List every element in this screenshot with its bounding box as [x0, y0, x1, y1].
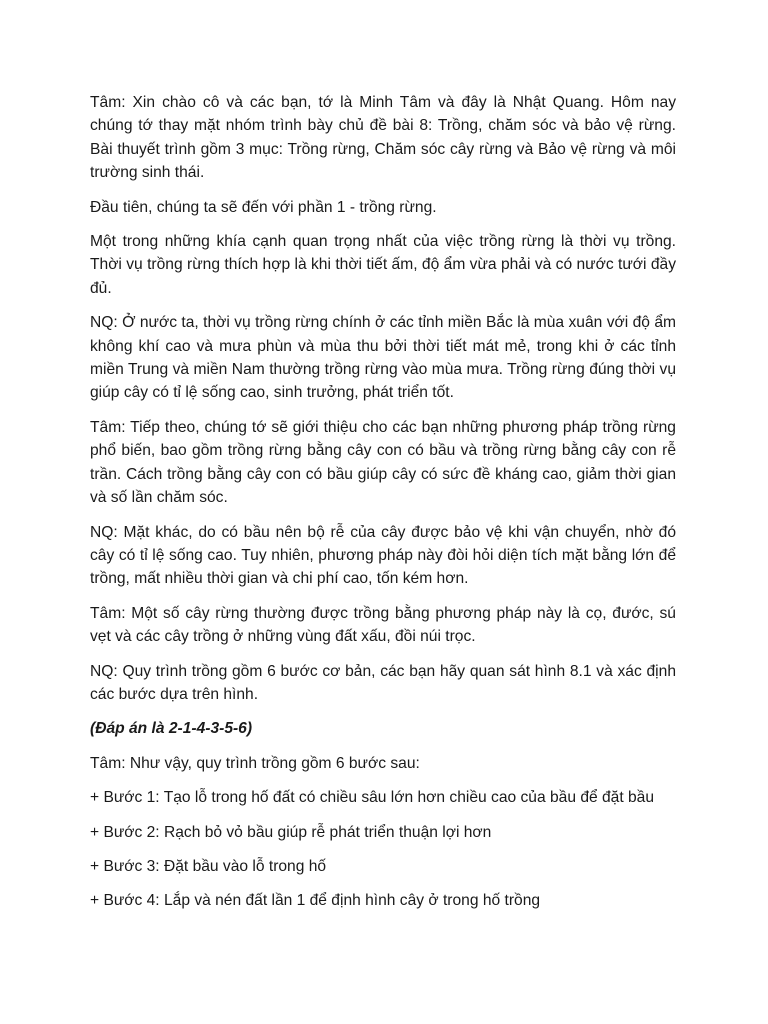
step-item-3: + Bước 3: Đặt bầu vào lỗ trong hố: [90, 857, 327, 875]
step-item-1: + Bước 1: Tạo lỗ trong hố đất có chiều sâu lớn hơn chiều cao của bầu để đặt bầu: [90, 789, 655, 807]
paragraph-greeting: Tâm: Xin chào cô và các bạn, tớ là Minh Tâm và đây là Nhật Quang. Hôm nay chúng tớ thay mặt nhóm trình bày chủ đề bài 8: Trồng, chăm sóc và bảo vệ rừng. Bài thuyết trình gồm 3 mục: Trồng rừng, Chăm sóc cây rừng và Bảo vệ rừng và môi trường sinh thái.: [90, 94, 676, 182]
answer-text: (Đáp án là 2-1-4-3-5-6): [90, 720, 253, 738]
paragraph-process-question: NQ: Quy trình trồng gồm 6 bước cơ bản, các bạn hãy quan sát hình 8.1 và xác định các bước dựa trên hình.: [90, 662, 676, 703]
paragraph-planting-season: Một trong những khía cạnh quan trọng nhất của việc trồng rừng là thời vụ trồng. Thời vụ trồng rừng thích hợp là khi thời tiết ấm, độ ẩm vừa phải và có nước tưới đầy đủ.: [90, 233, 676, 297]
step-item-4: + Bước 4: Lắp và nén đất lần 1 để định hình cây ở trong hố trồng: [90, 892, 541, 910]
paragraph-method-examples: Tâm: Một số cây rừng thường được trồng bằng phương pháp này là cọ, đước, sú vẹt và các cây trồng ở những vùng đất xấu, đồi núi trọc.: [90, 604, 676, 646]
paragraph-method-pros-cons: NQ: Mặt khác, do có bầu nên bộ rễ của cây được bảo vệ khi vận chuyển, nhờ đó cây có tỉ lệ sống cao. Tuy nhiên, phương pháp này đòi hỏi diện tích mặt bằng lớn để trồng, mất nhiều thời gian và chi phí cao, tốn kém hơn.: [90, 523, 676, 588]
paragraph-regional-seasons: NQ: Ở nước ta, thời vụ trồng rừng chính ở các tỉnh miền Bắc là mùa xuân với độ ẩm không khí cao và mưa phùn và mùa thu bởi thời tiết mát mẻ, trong khi ở các tỉnh miền Trung và miền Nam thường trồng rừng vào mùa mưa. Trồng rừng đúng thời vụ giúp cây có tỉ lệ sống cao, sinh trưởng, phát triển tốt.: [90, 314, 676, 402]
paragraph-part1-intro: Đầu tiên, chúng ta sẽ đến với phần 1 - trồng rừng.: [90, 198, 437, 216]
paragraph-process-intro: Tâm: Như vậy, quy trình trồng gồm 6 bước sau:: [90, 754, 420, 772]
paragraph-planting-methods: Tâm: Tiếp theo, chúng tớ sẽ giới thiệu cho các bạn những phương pháp trồng rừng phổ biến, bao gồm trồng rừng bằng cây con có bầu và trồng rừng bằng cây con rễ trần. Cách trồng bằng cây con có bầu giúp cây có sức đề kháng cao, giảm thời gian và số lần chăm sóc.: [90, 418, 676, 507]
document-page: [90, 91, 676, 924]
step-item-2: + Bước 2: Rạch bỏ vỏ bầu giúp rễ phát triển thuận lợi hơn: [90, 823, 492, 841]
